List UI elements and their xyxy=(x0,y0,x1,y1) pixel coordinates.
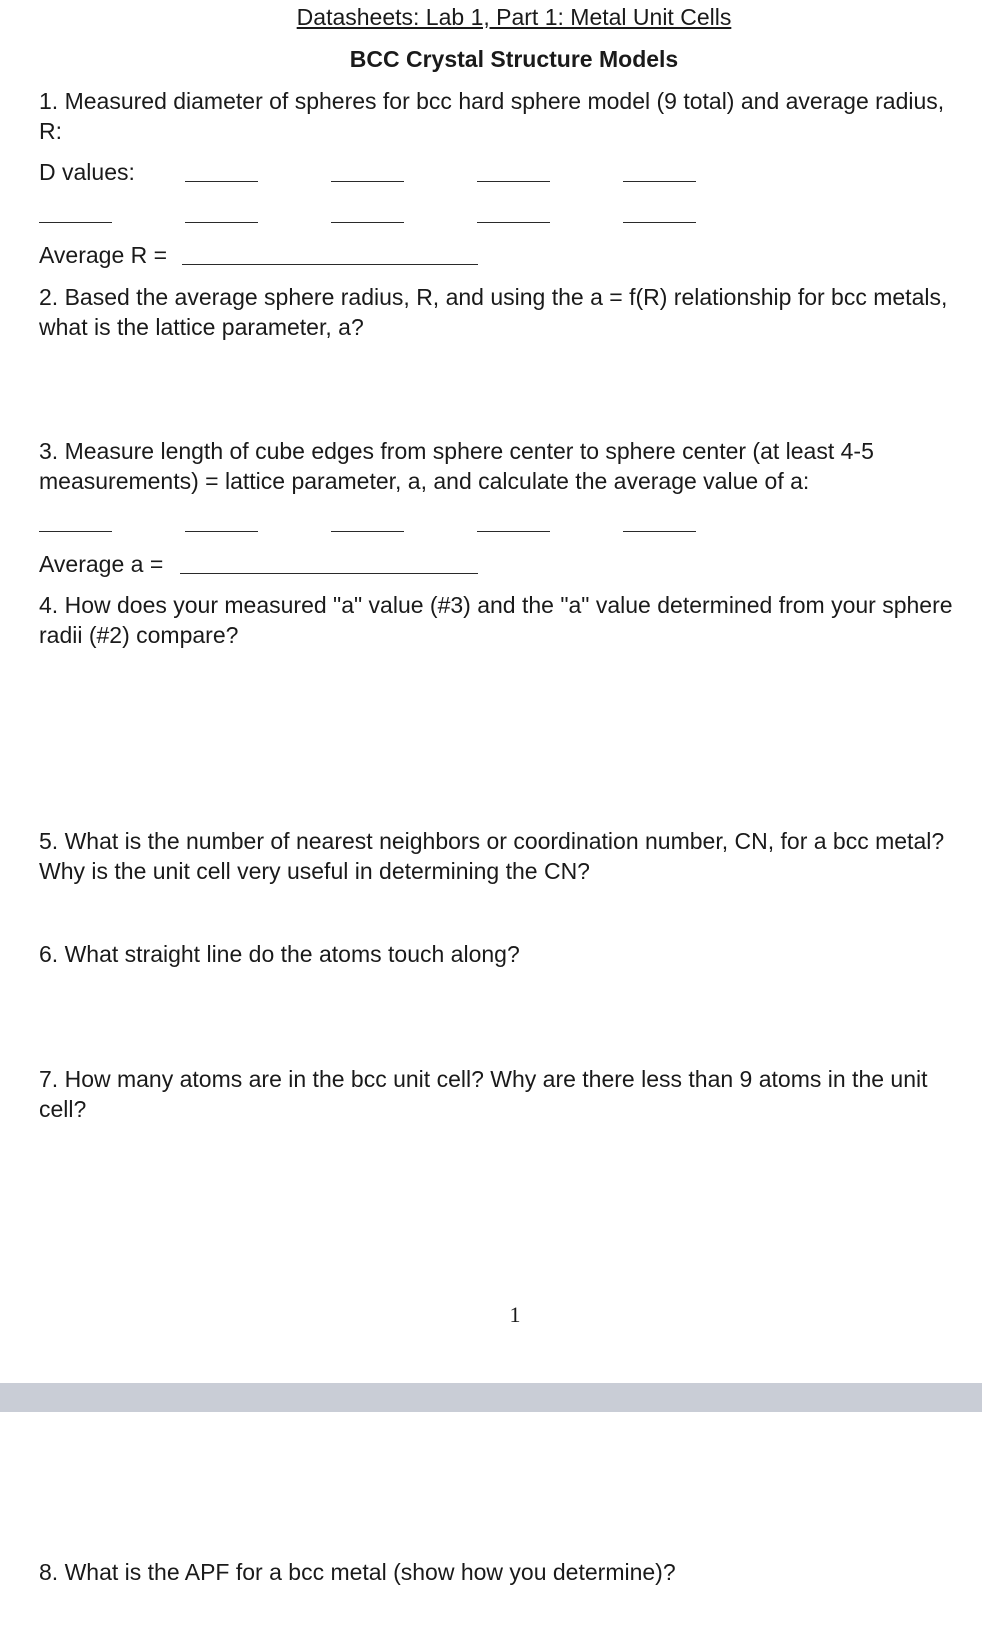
d-value-blank[interactable] xyxy=(331,222,404,223)
page-number: 1 xyxy=(509,1302,521,1327)
question-6-text: What straight line do the atoms touch along? xyxy=(64,941,520,967)
question-5-text: What is the number of nearest neighbors or coordination number, CN, for a bcc metal? Why is the unit cell very useful in determining the CN? xyxy=(39,828,945,884)
page-break-divider xyxy=(0,1383,982,1412)
average-a-label: Average a = xyxy=(39,551,164,577)
d-value-blank[interactable] xyxy=(623,222,696,223)
question-6 xyxy=(39,939,959,969)
a-measurement-blank[interactable] xyxy=(331,531,404,532)
question-4-number: 4. xyxy=(39,592,59,618)
question-1-number: 1. xyxy=(39,88,59,114)
question-8-text: What is the APF for a bcc metal (show how you determine)? xyxy=(64,1559,676,1585)
question-1 xyxy=(39,86,959,146)
question-2-number: 2. xyxy=(39,284,59,310)
question-7 xyxy=(39,1064,959,1124)
d-value-blank[interactable] xyxy=(185,222,258,223)
question-7-number: 7. xyxy=(39,1066,59,1092)
question-7-text: How many atoms are in the bcc unit cell? Why are there less than 9 atoms in the unit cell? xyxy=(39,1066,928,1122)
question-8 xyxy=(39,1557,959,1587)
d-value-blank[interactable] xyxy=(39,222,112,223)
document-title: Datasheets: Lab 1, Part 1: Metal Unit Cells xyxy=(296,4,732,30)
d-value-blank[interactable] xyxy=(623,181,696,182)
section-title: BCC Crystal Structure Models xyxy=(349,46,679,72)
question-3 xyxy=(39,436,959,496)
d-values-label: D values: xyxy=(39,159,135,185)
d-value-blank[interactable] xyxy=(477,222,550,223)
d-value-blank[interactable] xyxy=(477,181,550,182)
question-1-text: Measured diameter of spheres for bcc hard sphere model (9 total) and average radius, R: xyxy=(39,88,945,144)
question-8-number: 8. xyxy=(39,1559,59,1585)
question-3-text: Measure length of cube edges from sphere center to sphere center (at least 4-5 measurements) = lattice parameter, a, and calculate the average value of a: xyxy=(39,438,874,494)
question-4 xyxy=(39,590,959,650)
d-value-blank[interactable] xyxy=(331,181,404,182)
a-measurement-blank[interactable] xyxy=(623,531,696,532)
question-5-number: 5. xyxy=(39,828,59,854)
a-measurement-blank[interactable] xyxy=(39,531,112,532)
average-a-blank[interactable] xyxy=(180,573,478,574)
question-2-text: Based the average sphere radius, R, and using the a = f(R) relationship for bcc metals, what is the lattice parameter, a? xyxy=(39,284,948,340)
d-value-blank[interactable] xyxy=(185,181,258,182)
average-r-blank[interactable] xyxy=(182,264,478,265)
question-4-text: How does your measured "a" value (#3) and the "a" value determined from your sphere radii (#2) compare? xyxy=(39,592,953,648)
question-5 xyxy=(39,826,959,886)
question-3-number: 3. xyxy=(39,438,59,464)
question-6-number: 6. xyxy=(39,941,59,967)
question-2 xyxy=(39,282,959,342)
a-measurement-blank[interactable] xyxy=(185,531,258,532)
a-measurement-blank[interactable] xyxy=(477,531,550,532)
average-r-label: Average R = xyxy=(39,242,168,268)
